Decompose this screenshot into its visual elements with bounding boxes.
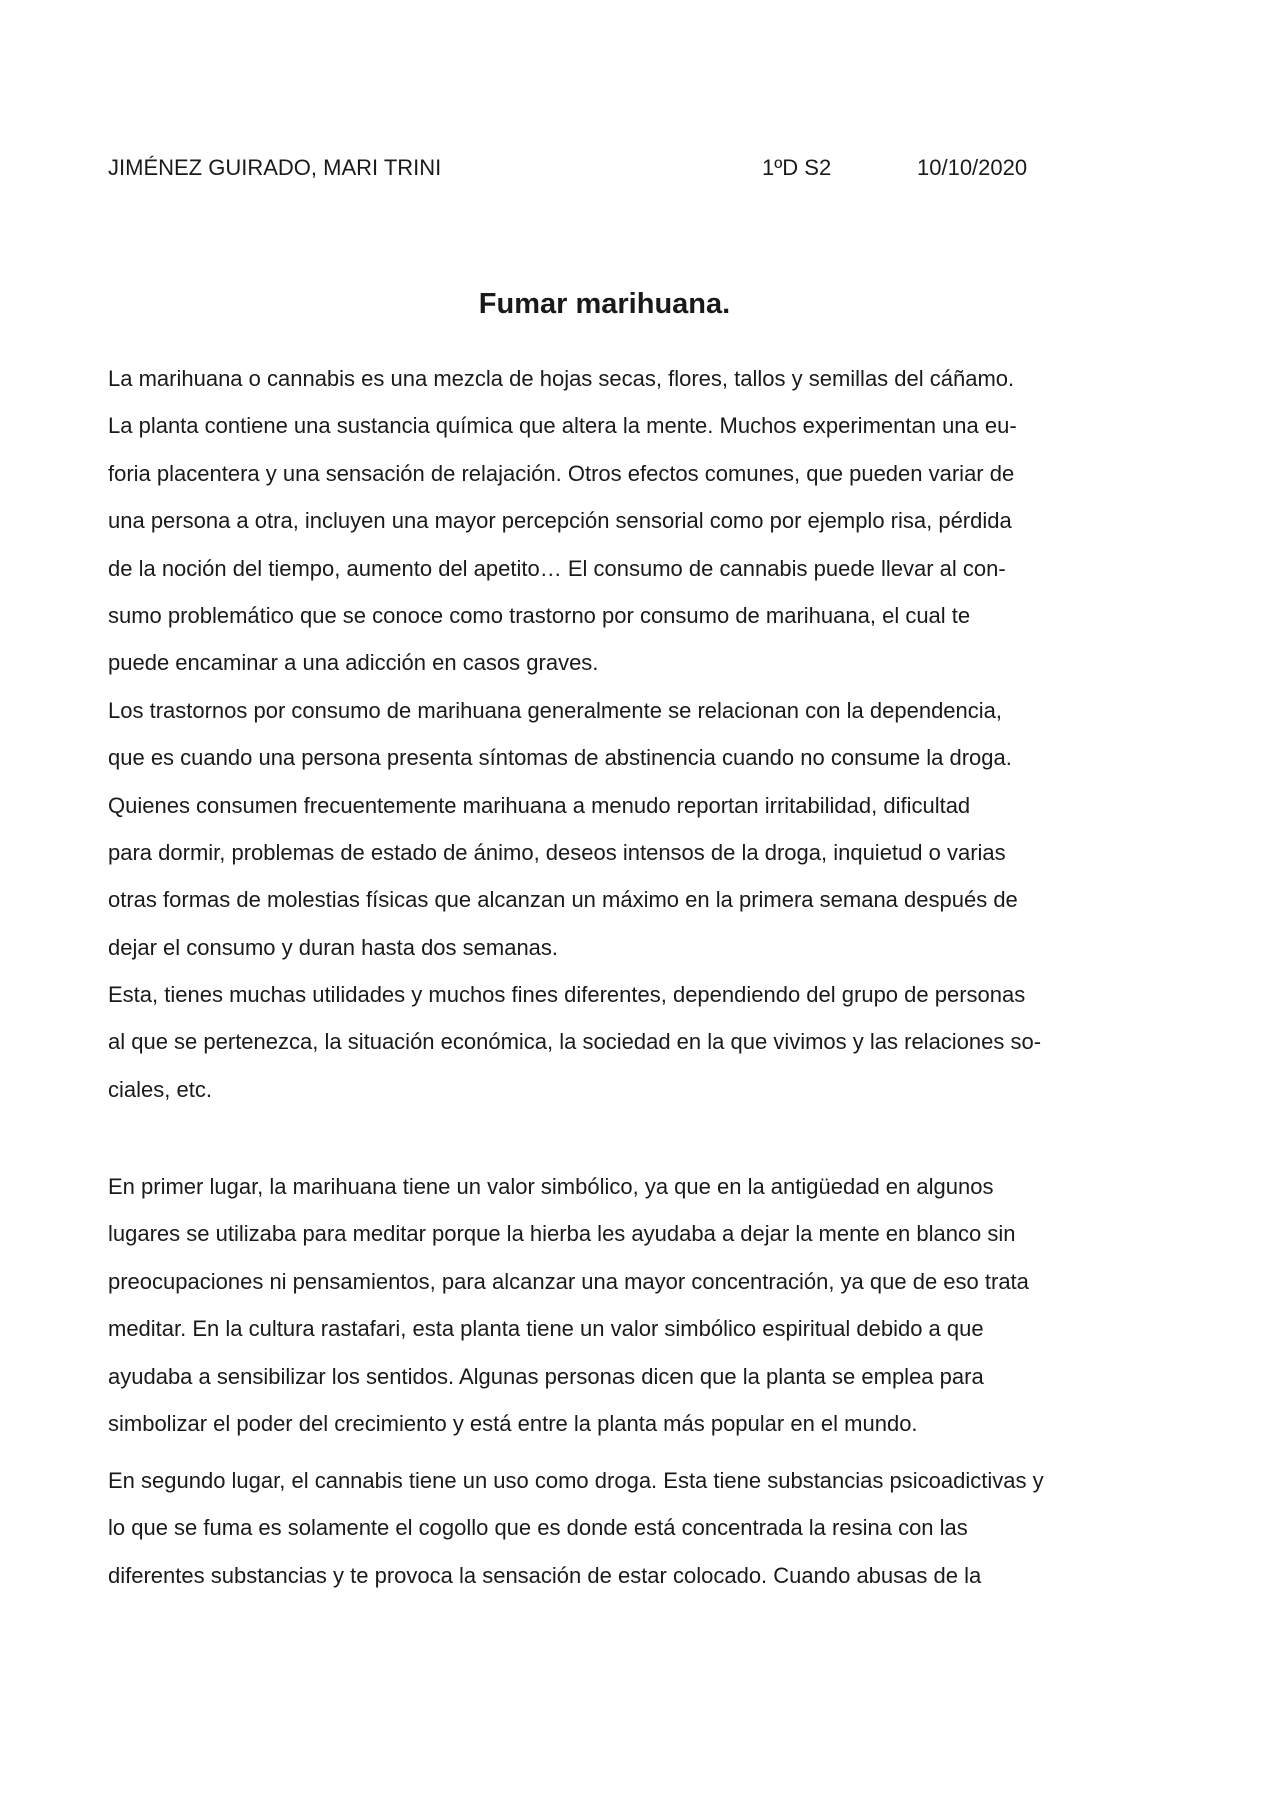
text-line: otras formas de molestias físicas que alcanzan un máximo en la primera semana después de xyxy=(108,887,1018,913)
document-header xyxy=(108,150,1108,186)
text-line: diferentes substancias y te provoca la sensación de estar colocado. Cuando abusas de la xyxy=(108,1562,982,1588)
text-line: una persona a otra, incluyen una mayor percepción sensorial como por ejemplo risa, pérdida xyxy=(108,508,1012,534)
text-line: puede encaminar a una adicción en casos graves. xyxy=(108,650,599,676)
paragraph-block-intro xyxy=(108,355,1118,1113)
text-line: En primer lugar, la marihuana tiene un valor simbólico, ya que en la antigüedad en algunos xyxy=(108,1174,994,1199)
text-line: sumo problemático que se conoce como trastorno por consumo de marihuana, el cual te xyxy=(108,602,971,628)
student-group: 1ºD S2 xyxy=(762,155,832,180)
text-line: meditar. En la cultura rastafari, esta planta tiene un valor simbólico espiritual debido a que xyxy=(108,1316,984,1342)
text-line: lugares se utilizaba para meditar porque la hierba les ayudaba a dejar la mente en blanco sin xyxy=(108,1221,1016,1247)
text-line: al que se pertenezca, la situación económica, la sociedad en la que vivimos y las relaciones so- xyxy=(108,1029,1042,1055)
text-line: En segundo lugar, el cannabis tiene un uso como droga. Esta tiene substancias psicoadictivas y xyxy=(108,1468,1044,1493)
document-title: Fumar marihuana. xyxy=(478,288,731,320)
text-line: preocupaciones ni pensamientos, para alcanzar una mayor concentración, ya que de eso trata xyxy=(108,1268,1029,1294)
document-date: 10/10/2020 xyxy=(917,155,1028,180)
student-name: JIMÉNEZ GUIRADO, MARI TRINI xyxy=(108,155,442,180)
paragraph-block-symbolic xyxy=(108,1163,1118,1447)
text-line: La planta contiene una sustancia química que altera la mente. Muchos experimentan una eu- xyxy=(108,413,1017,439)
text-line: para dormir, problemas de estado de ánimo, deseos intensos de la droga, inquietud o varias xyxy=(108,839,1006,865)
text-line: lo que se fuma es solamente el cogollo que es donde está concentrada la resina con las xyxy=(108,1515,968,1541)
text-line: Quienes consumen frecuentemente marihuana a menudo reportan irritabilidad, dificultad xyxy=(108,792,971,818)
text-line: ciales, etc. xyxy=(108,1076,212,1102)
text-line: foria placentera y una sensación de relajación. Otros efectos comunes, que pueden variar de xyxy=(108,460,1015,486)
text-line: de la noción del tiempo, aumento del apetito… El consumo de cannabis puede llevar al con- xyxy=(108,555,1006,581)
text-line: que es cuando una persona presenta síntomas de abstinencia cuando no consume la droga. xyxy=(108,745,1012,771)
text-line: dejar el consumo y duran hasta dos semanas. xyxy=(108,934,559,960)
text-line: Esta, tienes muchas utilidades y muchos fines diferentes, dependiendo del grupo de personas xyxy=(108,982,1026,1008)
text-line: La marihuana o cannabis es una mezcla de hojas secas, flores, tallos y semillas del cáñamo. xyxy=(108,366,1015,391)
text-line: Los trastornos por consumo de marihuana generalmente se relacionan con la dependencia, xyxy=(108,697,1003,723)
paragraph-block-drug-use xyxy=(108,1457,1118,1599)
text-line: ayudaba a sensibilizar los sentidos. Algunas personas dicen que la planta se emplea para xyxy=(108,1363,984,1389)
text-line: simbolizar el poder del crecimiento y está entre la planta más popular en el mundo. xyxy=(108,1410,918,1436)
